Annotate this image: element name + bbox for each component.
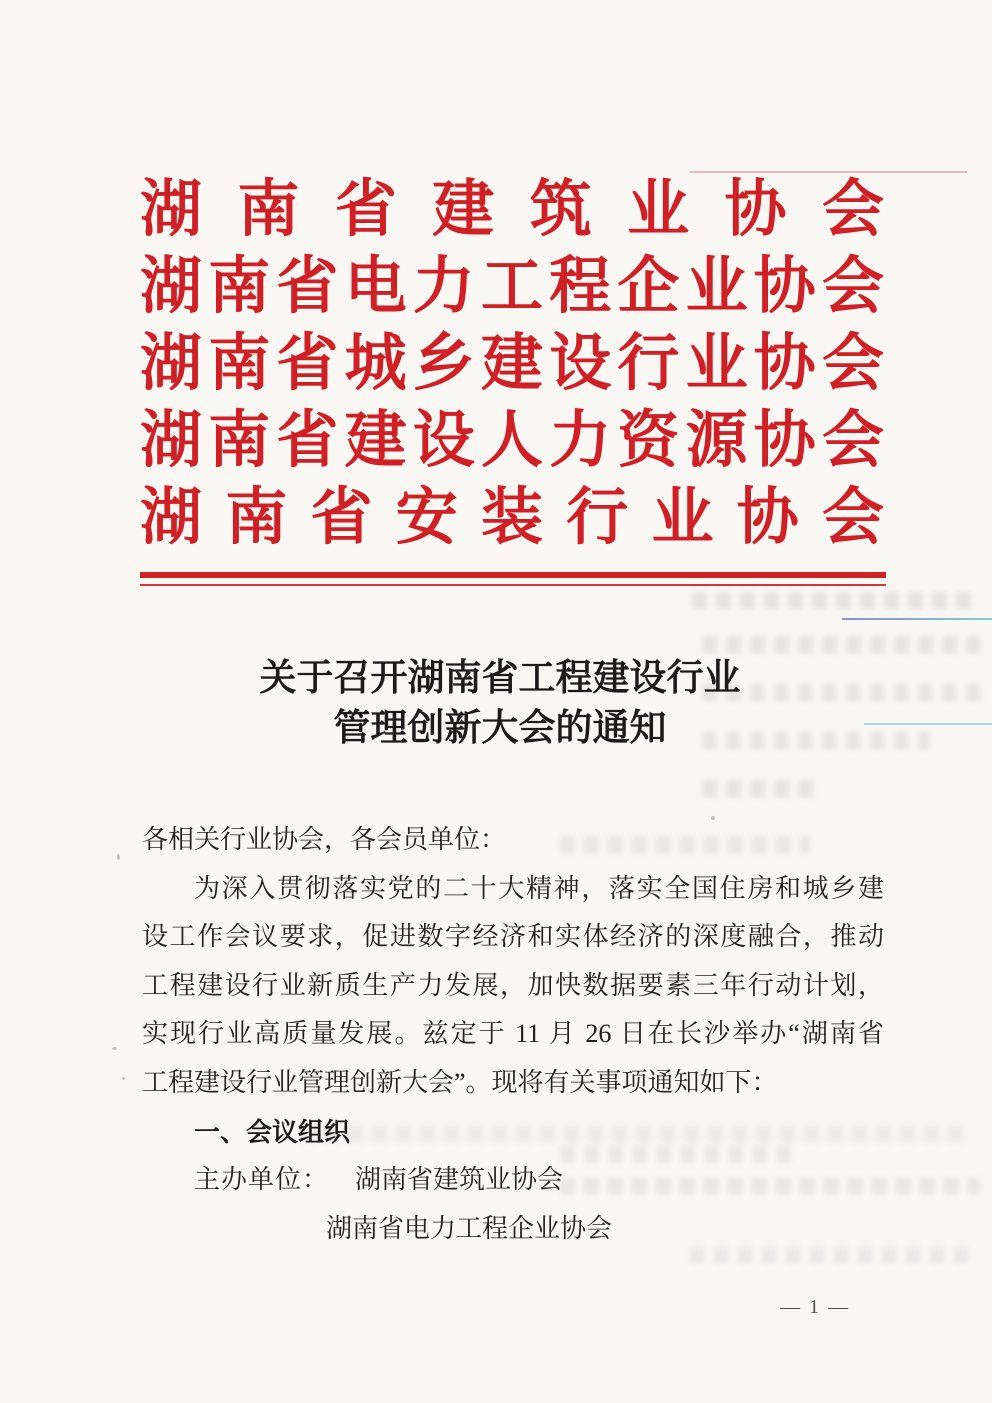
paragraph-line: 工程建设行业管理创新大会”。现将有关事项通知如下： <box>142 1067 778 1097</box>
letterhead-divider <box>140 572 886 586</box>
scan-speck <box>112 1047 117 1050</box>
scan-speck <box>117 854 120 860</box>
organizer-row-1 <box>142 1156 884 1205</box>
divider-thick-line <box>140 572 886 578</box>
document-title-line-2: 管理创新大会的通知 <box>333 708 667 749</box>
bleed-through-artifact <box>702 780 822 797</box>
organizer-2: 湖南省电力工程企业协会 <box>326 1213 613 1243</box>
paragraph-line: 设工作会议要求，促进数字经济和实体经济的深度融合，推动 <box>142 922 884 952</box>
letterhead-org-4: 湖南省建设人力资源协会 <box>140 407 884 475</box>
paragraph-line: 为深入贯彻落实党的二十大精神，落实全国住房和城乡建 <box>194 873 884 903</box>
document-title-line-1: 关于召开湖南省工程建设行业 <box>259 658 741 699</box>
bleed-through-artifact <box>692 592 980 609</box>
letterhead <box>140 172 884 557</box>
bleed-through-artifact <box>702 636 980 653</box>
salutation: 各相关行业协会，各会员单位： <box>142 825 507 854</box>
document-title <box>128 654 872 754</box>
scan-artifact-cyan-line-1 <box>842 618 992 620</box>
letterhead-org-5: 湖南省安装行业协会 <box>140 484 884 552</box>
organizer-1: 湖南省建筑业协会 <box>355 1165 564 1195</box>
organizer-row-2 <box>142 1205 884 1254</box>
scan-speck <box>122 1077 125 1080</box>
letterhead-org-3: 湖南省城乡建设行业协会 <box>140 330 884 398</box>
divider-thin-line <box>140 584 886 586</box>
organizer-label: 主办单位： <box>194 1165 330 1195</box>
paragraph-line: 实现行业高质量发展。兹定于 11 月 26 日在长沙举办“湖南省 <box>142 1019 884 1049</box>
scan-artifact-cyan-line-2 <box>864 723 992 725</box>
intro-paragraph <box>142 865 884 1108</box>
page-number: — 1 — <box>780 1296 850 1318</box>
document-body <box>142 816 884 1253</box>
letterhead-org-2: 湖南省电力工程企业协会 <box>140 253 884 321</box>
letterhead-org-1: 湖南省建筑业协会 <box>140 176 884 244</box>
section-1-heading: 一、会议组织 <box>194 1116 351 1147</box>
paragraph-line: 工程建设行业新质生产力发展，加快数据要素三年行动计划， <box>142 970 884 1000</box>
